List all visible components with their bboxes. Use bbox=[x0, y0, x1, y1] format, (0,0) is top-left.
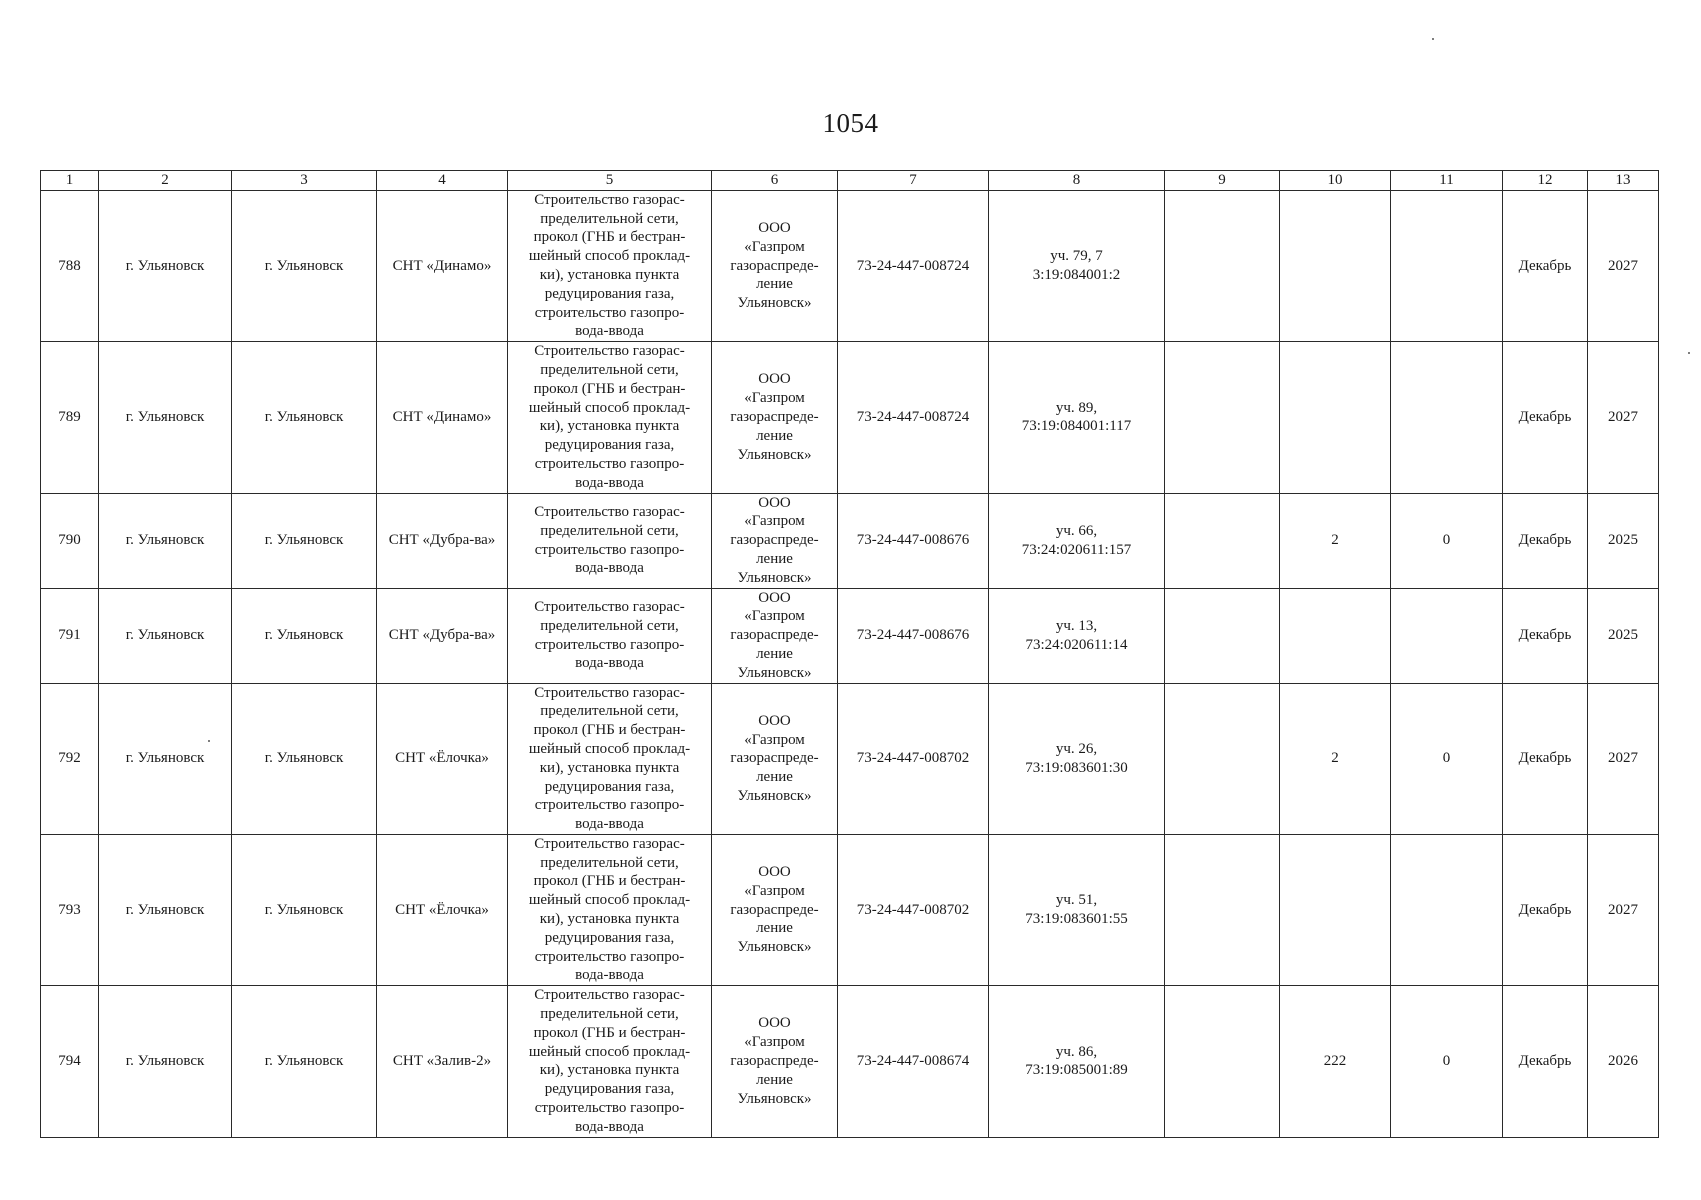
organization-cell-line: ление bbox=[756, 769, 793, 786]
column-9-cell bbox=[1165, 493, 1280, 588]
registry-number-cell: 73-24-447-008702 bbox=[838, 683, 989, 834]
work-description-cell-line: ки), установка пункта bbox=[539, 911, 680, 928]
work-description-cell-line: Строительство газорас- bbox=[534, 835, 685, 852]
settlement-cell: г. Ульяновск bbox=[232, 834, 377, 985]
work-description-cell bbox=[508, 683, 712, 834]
work-description-cell-line: шейный способ проклад- bbox=[528, 399, 691, 416]
land-plot-cell-line: 73:24:020611:157 bbox=[1021, 541, 1132, 558]
land-plot-cell bbox=[989, 190, 1165, 341]
column-number: 12 bbox=[1503, 171, 1588, 191]
table-row bbox=[41, 588, 1659, 683]
organization-cell-line: газораспреде- bbox=[730, 532, 819, 549]
row-number-cell: 792 bbox=[41, 683, 99, 834]
organization-cell-line: газораспреде- bbox=[730, 408, 819, 425]
organization-cell-line: газораспреде- bbox=[730, 901, 819, 918]
column-number: 9 bbox=[1165, 171, 1280, 191]
work-description-cell-line: редуцирования газа, bbox=[544, 437, 675, 454]
land-plot-cell bbox=[989, 683, 1165, 834]
work-description-cell-line: прокол (ГНБ и бестран- bbox=[533, 229, 686, 246]
land-plot-cell-line: уч. 86, bbox=[1055, 1043, 1098, 1060]
registry-number-cell: 73-24-447-008674 bbox=[838, 986, 989, 1137]
organization-cell-line: ление bbox=[756, 1071, 793, 1088]
organization-cell-line: «Газпром bbox=[744, 608, 805, 625]
land-plot-cell bbox=[989, 986, 1165, 1137]
snt-cell: СНТ «Залив-2» bbox=[377, 986, 508, 1137]
work-description-cell-line: вода-ввода bbox=[575, 967, 644, 984]
column-10-cell: 2 bbox=[1280, 493, 1391, 588]
column-number: 3 bbox=[232, 171, 377, 191]
column-number: 10 bbox=[1280, 171, 1391, 191]
column-9-cell bbox=[1165, 588, 1280, 683]
land-plot-cell-line: 73:19:084001:117 bbox=[1021, 418, 1132, 435]
land-plot-cell-line: 73:24:020611:14 bbox=[1025, 636, 1128, 653]
column-11-cell bbox=[1391, 834, 1503, 985]
land-plot-cell-line: уч. 66, bbox=[1055, 522, 1098, 539]
scan-speck bbox=[208, 740, 210, 742]
work-description-cell-line: редуцирования газа, bbox=[544, 929, 675, 946]
land-plot-cell-line: уч. 26, bbox=[1055, 740, 1098, 757]
work-description-cell-line: пределительной сети, bbox=[540, 210, 679, 227]
work-description-cell-line: пределительной сети, bbox=[540, 703, 679, 720]
organization-cell bbox=[712, 190, 838, 341]
work-description-cell-line: Строительство газорас- bbox=[534, 191, 685, 208]
column-number: 8 bbox=[989, 171, 1165, 191]
table-row bbox=[41, 986, 1659, 1137]
land-plot-cell-line: уч. 79, 7 bbox=[1050, 248, 1103, 265]
organization-cell-line: газораспреде- bbox=[730, 627, 819, 644]
snt-cell: СНТ «Динамо» bbox=[377, 342, 508, 493]
work-description-cell-line: строительство газопро- bbox=[534, 636, 685, 653]
work-description-cell-line: строительство газопро- bbox=[534, 455, 685, 472]
table-row bbox=[41, 493, 1659, 588]
work-description-cell-line: пределительной сети, bbox=[540, 361, 679, 378]
column-number: 4 bbox=[377, 171, 508, 191]
land-plot-cell bbox=[989, 588, 1165, 683]
work-description-cell-line: редуцирования газа, bbox=[544, 1081, 675, 1098]
column-number: 1 bbox=[41, 171, 99, 191]
land-plot-cell-line: 73:19:085001:89 bbox=[1025, 1062, 1128, 1079]
work-description-cell-line: строительство газопро- bbox=[534, 1100, 685, 1117]
column-10-cell bbox=[1280, 342, 1391, 493]
land-plot-cell-line: 3:19:084001:2 bbox=[1032, 266, 1121, 283]
settlement-cell: г. Ульяновск bbox=[232, 342, 377, 493]
work-description-cell-line: вода-ввода bbox=[575, 1118, 644, 1135]
organization-cell bbox=[712, 342, 838, 493]
land-plot-cell-line: 73:19:083601:30 bbox=[1025, 759, 1128, 776]
organization-cell-line: «Газпром bbox=[744, 731, 805, 748]
organization-cell-line: газораспреде- bbox=[730, 257, 819, 274]
work-description-cell-line: пределительной сети, bbox=[540, 854, 679, 871]
work-description-cell-line: вода-ввода bbox=[575, 655, 644, 672]
registry-number-cell: 73-24-447-008724 bbox=[838, 342, 989, 493]
organization-cell-line: Ульяновск» bbox=[737, 569, 812, 586]
organization-cell-line: ООО bbox=[758, 1015, 791, 1032]
municipality-cell: г. Ульяновск bbox=[99, 683, 232, 834]
settlement-cell: г. Ульяновск bbox=[232, 493, 377, 588]
organization-cell-line: ление bbox=[756, 276, 793, 293]
land-plot-cell bbox=[989, 342, 1165, 493]
work-description-cell-line: прокол (ГНБ и бестран- bbox=[533, 380, 686, 397]
column-number-row bbox=[41, 171, 1659, 191]
work-description-cell-line: шейный способ проклад- bbox=[528, 248, 691, 265]
organization-cell-line: ление bbox=[756, 920, 793, 937]
column-number: 6 bbox=[712, 171, 838, 191]
row-number-cell: 789 bbox=[41, 342, 99, 493]
snt-cell: СНТ «Ёлочка» bbox=[377, 834, 508, 985]
work-description-cell-line: вода-ввода bbox=[575, 323, 644, 340]
snt-cell: СНТ «Дубра-ва» bbox=[377, 493, 508, 588]
page-number: 1054 bbox=[822, 108, 879, 138]
organization-cell bbox=[712, 986, 838, 1137]
year-cell: 2027 bbox=[1588, 834, 1659, 985]
work-description-cell-line: вода-ввода bbox=[575, 816, 644, 833]
work-description-cell bbox=[508, 493, 712, 588]
settlement-cell: г. Ульяновск bbox=[232, 190, 377, 341]
registry-number-cell: 73-24-447-008724 bbox=[838, 190, 989, 341]
row-number-cell: 794 bbox=[41, 986, 99, 1137]
land-plot-cell-line: 73:19:083601:55 bbox=[1025, 911, 1128, 928]
month-cell: Декабрь bbox=[1503, 190, 1588, 341]
organization-cell-line: газораспреде- bbox=[730, 750, 819, 767]
work-description-cell-line: Строительство газорас- bbox=[534, 343, 685, 360]
column-number: 5 bbox=[508, 171, 712, 191]
row-number-cell: 791 bbox=[41, 588, 99, 683]
organization-cell bbox=[712, 588, 838, 683]
work-description-cell-line: Строительство газорас- bbox=[534, 987, 685, 1004]
organization-cell-line: ление bbox=[756, 645, 793, 662]
organization-cell-line: Ульяновск» bbox=[737, 787, 812, 804]
year-cell: 2027 bbox=[1588, 342, 1659, 493]
row-number-cell: 790 bbox=[41, 493, 99, 588]
organization-cell bbox=[712, 493, 838, 588]
year-cell: 2026 bbox=[1588, 986, 1659, 1137]
work-description-cell-line: ки), установка пункта bbox=[539, 1062, 680, 1079]
year-cell: 2027 bbox=[1588, 190, 1659, 341]
municipality-cell: г. Ульяновск bbox=[99, 834, 232, 985]
organization-cell bbox=[712, 834, 838, 985]
organization-cell-line: Ульяновск» bbox=[737, 295, 812, 312]
table-row bbox=[41, 683, 1659, 834]
organization-cell-line: ление bbox=[756, 427, 793, 444]
registry-number-cell: 73-24-447-008702 bbox=[838, 834, 989, 985]
work-description-cell-line: вода-ввода bbox=[575, 560, 644, 577]
column-number: 2 bbox=[99, 171, 232, 191]
land-plot-cell-line: уч. 89, bbox=[1055, 399, 1098, 416]
work-description-cell-line: редуцирования газа, bbox=[544, 778, 675, 795]
organization-cell-line: ООО bbox=[758, 494, 791, 511]
work-description-cell-line: Строительство газорас- bbox=[534, 684, 685, 701]
work-description-cell-line: вода-ввода bbox=[575, 474, 644, 491]
column-number: 13 bbox=[1588, 171, 1659, 191]
table-body bbox=[41, 190, 1659, 1137]
row-number-cell: 788 bbox=[41, 190, 99, 341]
work-description-cell-line: пределительной сети, bbox=[540, 522, 679, 539]
column-11-cell: 0 bbox=[1391, 683, 1503, 834]
land-plot-cell-line: уч. 51, bbox=[1055, 892, 1098, 909]
work-description-cell-line: строительство газопро- bbox=[534, 541, 685, 558]
month-cell: Декабрь bbox=[1503, 588, 1588, 683]
organization-cell-line: «Газпром bbox=[744, 882, 805, 899]
organization-cell-line: ООО bbox=[758, 589, 791, 606]
work-description-cell bbox=[508, 190, 712, 341]
month-cell: Декабрь bbox=[1503, 986, 1588, 1137]
land-plot-cell bbox=[989, 834, 1165, 985]
work-description-cell bbox=[508, 986, 712, 1137]
table-row bbox=[41, 190, 1659, 341]
column-9-cell bbox=[1165, 834, 1280, 985]
column-10-cell bbox=[1280, 588, 1391, 683]
work-description-cell bbox=[508, 342, 712, 493]
column-11-cell: 0 bbox=[1391, 493, 1503, 588]
work-description-cell-line: строительство газопро- bbox=[534, 948, 685, 965]
year-cell: 2025 bbox=[1588, 588, 1659, 683]
work-description-cell-line: ки), установка пункта bbox=[539, 266, 680, 283]
column-9-cell bbox=[1165, 342, 1280, 493]
snt-cell: СНТ «Ёлочка» bbox=[377, 683, 508, 834]
municipality-cell: г. Ульяновск bbox=[99, 190, 232, 341]
month-cell: Декабрь bbox=[1503, 834, 1588, 985]
work-description-cell-line: пределительной сети, bbox=[540, 617, 679, 634]
land-plot-cell bbox=[989, 493, 1165, 588]
work-description-cell-line: ки), установка пункта bbox=[539, 418, 680, 435]
organization-cell-line: газораспреде- bbox=[730, 1053, 819, 1070]
organization-cell-line: «Газпром bbox=[744, 1034, 805, 1051]
organization-cell-line: Ульяновск» bbox=[737, 939, 812, 956]
month-cell: Декабрь bbox=[1503, 683, 1588, 834]
snt-cell: СНТ «Динамо» bbox=[377, 190, 508, 341]
municipality-cell: г. Ульяновск bbox=[99, 342, 232, 493]
column-10-cell: 2 bbox=[1280, 683, 1391, 834]
organization-cell-line: ООО bbox=[758, 371, 791, 388]
organization-cell-line: Ульяновск» bbox=[737, 664, 812, 681]
organization-cell-line: ООО bbox=[758, 864, 791, 881]
work-description-cell-line: Строительство газорас- bbox=[534, 598, 685, 615]
register-table bbox=[40, 170, 1659, 1138]
scan-speck bbox=[1688, 352, 1690, 354]
organization-cell-line: Ульяновск» bbox=[737, 1090, 812, 1107]
organization-cell-line: ООО bbox=[758, 712, 791, 729]
work-description-cell-line: ки), установка пункта bbox=[539, 759, 680, 776]
settlement-cell: г. Ульяновск bbox=[232, 588, 377, 683]
work-description-cell-line: Строительство газорас- bbox=[534, 503, 685, 520]
column-10-cell bbox=[1280, 834, 1391, 985]
column-number: 7 bbox=[838, 171, 989, 191]
work-description-cell-line: прокол (ГНБ и бестран- bbox=[533, 1024, 686, 1041]
work-description-cell bbox=[508, 588, 712, 683]
organization-cell-line: ление bbox=[756, 550, 793, 567]
year-cell: 2025 bbox=[1588, 493, 1659, 588]
column-10-cell bbox=[1280, 190, 1391, 341]
settlement-cell: г. Ульяновск bbox=[232, 986, 377, 1137]
municipality-cell: г. Ульяновск bbox=[99, 986, 232, 1137]
work-description-cell-line: пределительной сети, bbox=[540, 1006, 679, 1023]
organization-cell bbox=[712, 683, 838, 834]
work-description-cell-line: шейный способ проклад- bbox=[528, 1043, 691, 1060]
snt-cell: СНТ «Дубра-ва» bbox=[377, 588, 508, 683]
work-description-cell-line: строительство газопро- bbox=[534, 304, 685, 321]
column-number: 11 bbox=[1391, 171, 1503, 191]
work-description-cell-line: прокол (ГНБ и бестран- bbox=[533, 873, 686, 890]
settlement-cell: г. Ульяновск bbox=[232, 683, 377, 834]
municipality-cell: г. Ульяновск bbox=[99, 493, 232, 588]
column-11-cell bbox=[1391, 588, 1503, 683]
organization-cell-line: «Газпром bbox=[744, 513, 805, 530]
column-9-cell bbox=[1165, 683, 1280, 834]
organization-cell-line: Ульяновск» bbox=[737, 446, 812, 463]
month-cell: Декабрь bbox=[1503, 493, 1588, 588]
work-description-cell-line: строительство газопро- bbox=[534, 797, 685, 814]
organization-cell-line: «Газпром bbox=[744, 238, 805, 255]
work-description-cell-line: шейный способ проклад- bbox=[528, 740, 691, 757]
column-11-cell: 0 bbox=[1391, 986, 1503, 1137]
column-10-cell: 222 bbox=[1280, 986, 1391, 1137]
table-row bbox=[41, 342, 1659, 493]
row-number-cell: 793 bbox=[41, 834, 99, 985]
registry-number-cell: 73-24-447-008676 bbox=[838, 588, 989, 683]
registry-number-cell: 73-24-447-008676 bbox=[838, 493, 989, 588]
month-cell: Декабрь bbox=[1503, 342, 1588, 493]
work-description-cell bbox=[508, 834, 712, 985]
municipality-cell: г. Ульяновск bbox=[99, 588, 232, 683]
column-11-cell bbox=[1391, 190, 1503, 341]
organization-cell-line: «Газпром bbox=[744, 390, 805, 407]
work-description-cell-line: редуцирования газа, bbox=[544, 285, 675, 302]
scan-speck bbox=[1432, 38, 1434, 40]
work-description-cell-line: шейный способ проклад- bbox=[528, 892, 691, 909]
work-description-cell-line: прокол (ГНБ и бестран- bbox=[533, 722, 686, 739]
organization-cell-line: ООО bbox=[758, 219, 791, 236]
column-9-cell bbox=[1165, 986, 1280, 1137]
column-9-cell bbox=[1165, 190, 1280, 341]
table-row bbox=[41, 834, 1659, 985]
land-plot-cell-line: уч. 13, bbox=[1055, 617, 1098, 634]
column-11-cell bbox=[1391, 342, 1503, 493]
year-cell: 2027 bbox=[1588, 683, 1659, 834]
